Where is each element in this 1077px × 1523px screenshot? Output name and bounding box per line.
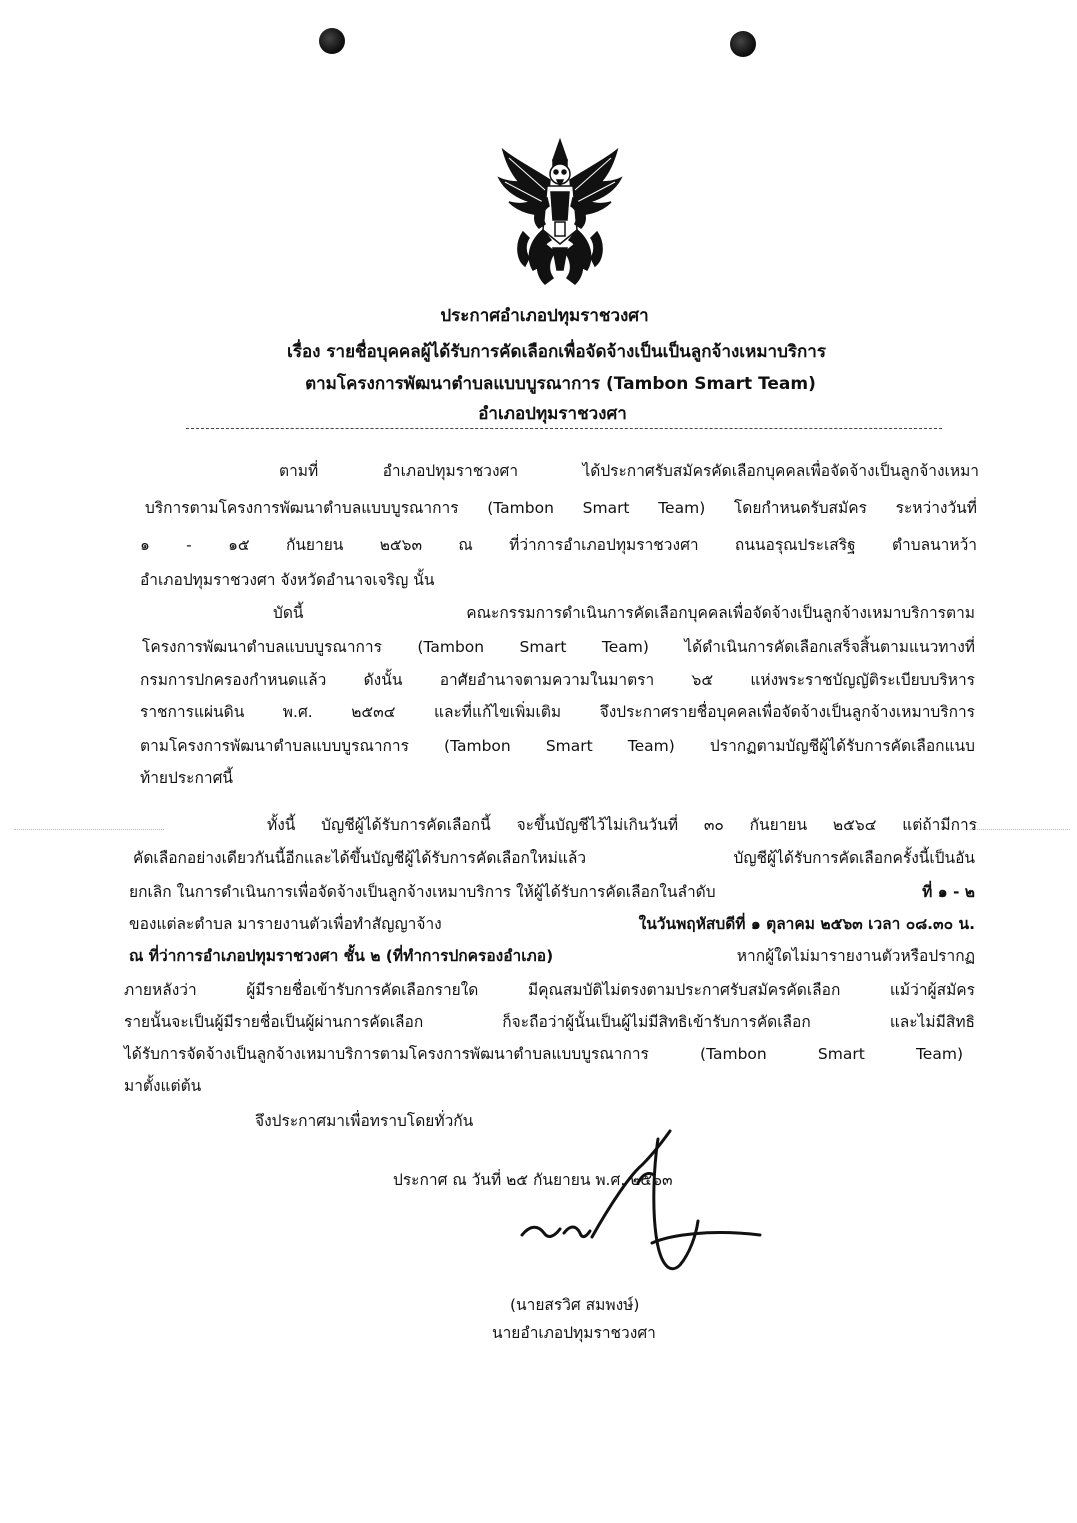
district-line: อำเภอปทุมราชวงศา	[478, 404, 627, 424]
rank-range: ที่ ๑ - ๒	[922, 883, 975, 901]
signer-name: (นายสรวิศ สมพงษ์)	[510, 1296, 640, 1314]
paragraph-3-line-5-text: หากผู้ใดไม่มารายงานตัวหรือปรากฏ	[736, 947, 975, 965]
garuda-emblem-icon	[495, 120, 625, 290]
signer-title: นายอำเภอปทุมราชวงศา	[492, 1324, 656, 1342]
paragraph-2-line-1: บัดนี้ คณะกรรมการดำเนินการคัดเลือกบุคคลเพื่อจัดจ้างเป็นลูกจ้างเหมาบริการตาม	[273, 604, 975, 622]
punch-hole-left	[319, 28, 345, 54]
paragraph-3-line-4-text: ของแต่ละตำบล มารายงานตัวเพื่อทำสัญญาจ้าง	[129, 915, 442, 933]
paragraph-3-line-1: ทั้งนี้ บัญชีผู้ได้รับการคัดเลือกนี้ จะขึ้นบัญชีไว้ไม่เกินวันที่ ๓๐ กันยายน ๒๕๖๔ แต่ถ้ามีการ	[267, 816, 977, 834]
scan-artifact	[14, 829, 164, 830]
paragraph-2-line-2: โครงการพัฒนาตำบลแบบบูรณาการ (Tambon Smart Team) ได้ดำเนินการคัดเลือกเสร็จสิ้นตามแนวทางที่	[142, 638, 975, 656]
header-divider	[186, 428, 942, 429]
paragraph-3-line-8: ได้รับการจัดจ้างเป็นลูกจ้างเหมาบริการตามโครงการพัฒนาตำบลแบบบูรณาการ (Tambon Smart Team)	[124, 1045, 963, 1063]
paragraph-3-line-9: มาตั้งแต่ต้น	[124, 1077, 202, 1095]
paragraph-3-line-3	[129, 882, 975, 902]
paragraph-3-line-2: คัดเลือกอย่างเดียวกันนี้อีกและได้ขึ้นบัญชีผู้ได้รับการคัดเลือกใหม่แล้ว บัญชีผู้ได้รับการคัดเลือกครั้งนี้เป็นอัน	[133, 849, 975, 867]
paragraph-1-line-4: อำเภอปทุมราชวงศา จังหวัดอำนาจเจริญ นั้น	[140, 571, 435, 589]
paragraph-1-line-1: ตามที่ อำเภอปทุมราชวงศา ได้ประกาศรับสมัครคัดเลือกบุคคลเพื่อจัดจ้างเป็นลูกจ้างเหมา	[279, 462, 979, 480]
report-datetime: ในวันพฤหัสบดีที่ ๑ ตุลาคม ๒๕๖๓ เวลา ๐๘.๓๐ น.	[638, 915, 975, 933]
paragraph-2-line-5: ตามโครงการพัฒนาตำบลแบบบูรณาการ (Tambon Smart Team) ปรากฏตามบัญชีผู้ได้รับการคัดเลือกแนบ	[140, 737, 975, 755]
subject-line: เรื่อง รายชื่อบุคคลผู้ได้รับการคัดเลือกเพื่อจัดจ้างเป็นเป็นลูกจ้างเหมาบริการ	[287, 342, 826, 362]
scan-artifact	[970, 829, 1070, 830]
paragraph-3-line-4	[129, 914, 975, 934]
project-line: ตามโครงการพัฒนาตำบลแบบบูรณาการ (Tambon Smart Team)	[305, 374, 816, 394]
paragraph-3-line-7: รายนั้นจะเป็นผู้มีรายชื่อเป็นผู้ผ่านการคัดเลือก ก็จะถือว่าผู้นั้นเป็นผู้ไม่มีสิทธิเข้ารับการคัดเลือก และไม่มีสิทธิ	[124, 1013, 975, 1031]
paragraph-2-line-6: ท้ายประกาศนี้	[140, 769, 234, 787]
paragraph-3-line-3-text: ยกเลิก ในการดำเนินการเพื่อจัดจ้างเป็นลูกจ้างเหมาบริการ ให้ผู้ได้รับการคัดเลือกในลำดับ	[129, 883, 716, 901]
paragraph-2-line-3: กรมการปกครองกำหนดแล้ว ดังนั้น อาศัยอำนาจตามความในมาตรา ๖๕ แห่งพระราชบัญญัติระเบียบบริหาร	[140, 671, 975, 689]
paragraph-3-line-5	[129, 946, 975, 966]
paragraph-2-line-4: ราชการแผ่นดิน พ.ศ. ๒๕๓๔ และที่แก้ไขเพิ่มเติม จึงประกาศรายชื่อบุคคลเพื่อจัดจ้างเป็นลูกจ้างเหมาบริการ	[140, 703, 975, 721]
paragraph-1-line-2: บริการตามโครงการพัฒนาตำบลแบบบูรณาการ (Tambon Smart Team) โดยกำหนดรับสมัคร ระหว่างวันที่	[145, 499, 977, 517]
announcement-date: ประกาศ ณ วันที่ ๒๕ กันยายน พ.ศ. ๒๕๖๓	[393, 1171, 673, 1189]
report-location: ณ ที่ว่าการอำเภอปทุมราชวงศา ชั้น ๒ (ที่ทำการปกครองอำเภอ)	[129, 947, 554, 965]
punch-hole-right	[730, 31, 756, 57]
announcement-title: ประกาศอำเภอปทุมราชวงศา	[440, 306, 649, 326]
paragraph-3-line-6: ภายหลังว่า ผู้มีรายชื่อเข้ารับการคัดเลือกรายใด มีคุณสมบัติไม่ตรงตามประกาศรับสมัครคัดเลือก แม้ว่าผู้สมัคร	[124, 981, 975, 999]
closing-statement: จึงประกาศมาเพื่อทราบโดยทั่วกัน	[255, 1112, 474, 1130]
paragraph-1-line-3: ๑ - ๑๕ กันยายน ๒๕๖๓ ณ ที่ว่าการอำเภอปทุมราชวงศา ถนนอรุณประเสริฐ ตำบลนาหว้า	[140, 536, 977, 554]
handwritten-signature	[520, 1125, 770, 1295]
